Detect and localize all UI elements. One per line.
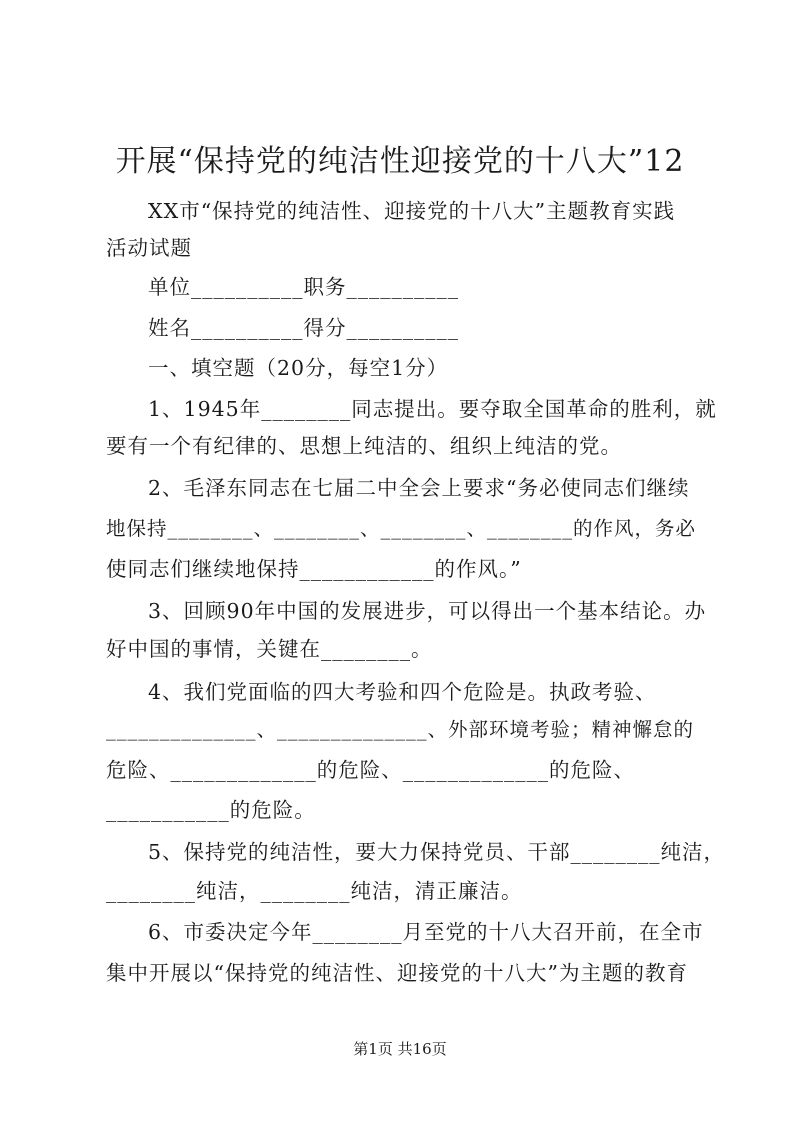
subtitle-line: XX市“保持党的纯洁性、迎接党的十八大”主题教育实践 [148,199,676,223]
section-heading: 一、填空题（20分，每空1分） [148,356,449,380]
question-4-line: ______________、______________、外部环境考验；精神懈怠的 [106,718,695,741]
question-3-line: 好中国的事情，关键在________。 [106,637,433,661]
subtitle-line: 活动试题 [106,236,192,260]
question-5-line: 5、保持党的纯洁性，要大力保持党员、干部________纯洁， [148,840,726,864]
question-4-line: 4、我们党面临的四大考验和四个危险是。执政考验、 [148,680,657,704]
question-6-line: 集中开展以“保持党的纯洁性、迎接党的十八大”为主题的教育 [106,961,688,985]
page-indicator: 第1页 共16页 [353,1040,447,1058]
question-6-line: 6、市委决定今年________月至党的十八大召开前，在全市 [148,920,704,944]
question-3-line: 3、回顾90年中国的发展进步，可以得出一个基本结论。办 [148,599,707,623]
question-1-line: 要有一个有纪律的、思想上纯洁的、组织上纯洁的党。 [106,434,622,458]
question-2-line: 使同志们继续地保持____________的作风。” [106,557,522,581]
question-2-line: 2、毛泽东同志在七届二中全会上要求“务必使同志们继续 [148,476,690,500]
field-row-name-score: 姓名__________得分__________ [148,316,459,340]
field-row-unit-position: 单位__________职务__________ [148,275,459,299]
question-4-line: 危险、_____________的危险、_____________的危险、 [106,758,635,782]
question-2-line: 地保持________、________、________、________的作风，务必 [106,517,697,540]
question-5-line: ________纯洁，________纯洁，清正廉洁。 [106,879,523,903]
question-4-line: ___________的危险。 [106,798,316,822]
question-1-line: 1、1945年________同志提出。要夺取全国革命的胜利，就 [148,397,717,421]
document-title: 开展“保持党的纯洁性迎接党的十八大”12 [115,144,685,179]
